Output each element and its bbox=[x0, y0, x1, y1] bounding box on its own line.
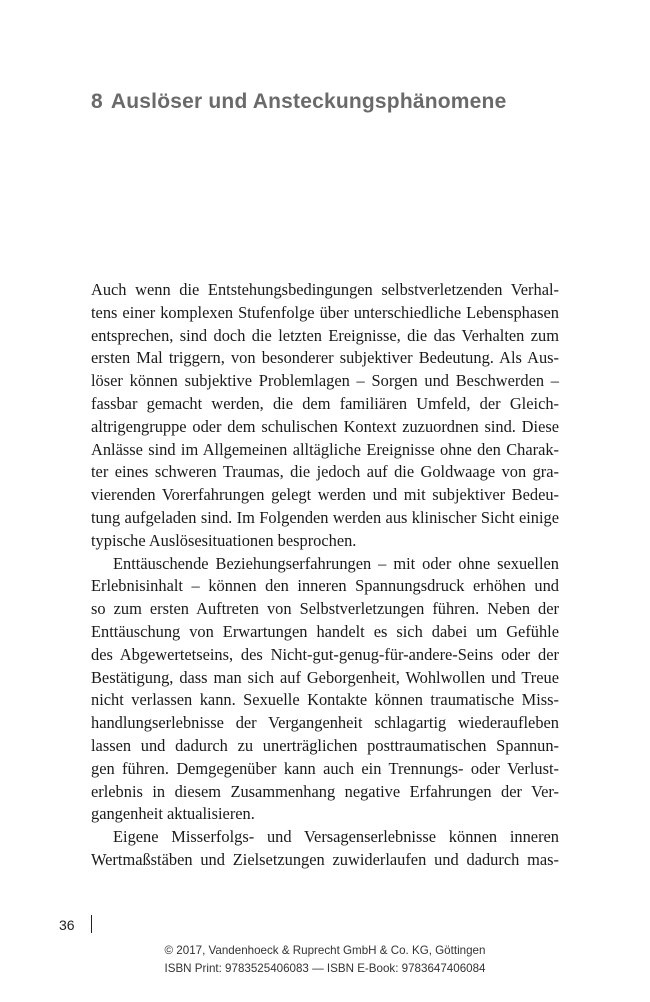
chapter-title-text: Auslöser und Ansteckungsphänomene bbox=[110, 90, 507, 113]
text-line: Auch wenn die Entstehungsbedingungen selbstverletzenden Verhal- bbox=[91, 280, 559, 299]
text-line: altrigengruppe oder dem schulischen Kontext zuzuordnen sind. Diese bbox=[91, 416, 559, 436]
body-text bbox=[91, 279, 559, 872]
text-line: typische Auslösesituationen besprochen. bbox=[91, 530, 357, 550]
text-line: so zum ersten Auftreten von Selbstverletzungen führen. Neben der bbox=[91, 599, 559, 619]
text-line: löser können subjektive Problemlagen – Sorgen und Beschwerden – bbox=[91, 371, 559, 391]
paragraph bbox=[91, 553, 559, 827]
paragraph bbox=[91, 279, 559, 553]
text-line: erlebnis in diesem Zusammenhang negative Erfahrungen der Ver- bbox=[91, 781, 559, 801]
page-number: 36 bbox=[59, 917, 75, 933]
text-line: Erlebnisinhalt – können den inneren Spannungsdruck erhöhen und bbox=[91, 576, 559, 596]
text-line: Enttäuschung von Erwartungen handelt es sich dabei um Gefühle bbox=[91, 621, 559, 641]
text-line: Wertmaßstäben und Zielsetzungen zuwiderlaufen und dadurch mas- bbox=[91, 849, 559, 869]
text-line: entsprechen, sind doch die letzten Ereignisse, die das Verhalten zum bbox=[91, 325, 559, 345]
text-line: tung aufgeladen sind. Im Folgenden werden aus klinischer Sicht einige bbox=[91, 507, 559, 527]
paragraph bbox=[91, 826, 559, 872]
footer-copyright: © 2017, Vandenhoeck & Ruprecht GmbH & Co. KG, Göttingen bbox=[164, 944, 486, 957]
page-number-separator bbox=[91, 915, 92, 933]
text-line: ersten Mal triggern, von besonderer subjektiver Bedeutung. Als Aus- bbox=[91, 348, 559, 368]
text-line: Eigene Misserfolgs- und Versagenserlebnisse können inneren bbox=[113, 827, 559, 847]
text-line: gen führen. Demgegenüber kann auch ein Trennungs- oder Verlust- bbox=[91, 758, 559, 778]
text-line: Enttäuschende Beziehungserfahrungen – mit oder ohne sexuellen bbox=[113, 553, 559, 573]
text-line: lassen und dadurch zu unerträglichen posttraumatischen Spannun- bbox=[91, 735, 559, 755]
text-line: Anlässe sind im Allgemeinen alltägliche Ereignisse ohne den Charak- bbox=[91, 439, 559, 459]
text-line: ter eines schweren Traumas, die jedoch auf die Goldwaage von gra- bbox=[91, 462, 559, 482]
text-line: nicht verlassen kann. Sexuelle Kontakte können traumatische Miss- bbox=[91, 690, 559, 710]
text-line: vierenden Vorerfahrungen gelegt werden und mit subjektiver Bedeu- bbox=[91, 485, 559, 505]
chapter-title bbox=[91, 88, 591, 116]
text-line: fassbar gemacht werden, die dem familiären Umfeld, der Gleich- bbox=[91, 393, 559, 413]
text-line: handlungserlebnisse der Vergangenheit schlagartig wiederaufleben bbox=[91, 713, 559, 733]
text-line: gangenheit aktualisieren. bbox=[91, 804, 255, 824]
text-line: Bestätigung, dass man sich auf Geborgenheit, Wohlwollen und Treue bbox=[91, 667, 559, 687]
text-line: tens einer komplexen Stufenfolge über unterschiedliche Lebensphasen bbox=[91, 302, 559, 322]
footer-isbn: ISBN Print: 9783525406083 — ISBN E-Book: 9783647406084 bbox=[164, 962, 486, 975]
text-line: des Abgewertetseins, des Nicht-gut-genug-für-andere-Seins oder der bbox=[91, 644, 559, 664]
chapter-number: 8 bbox=[91, 90, 103, 113]
